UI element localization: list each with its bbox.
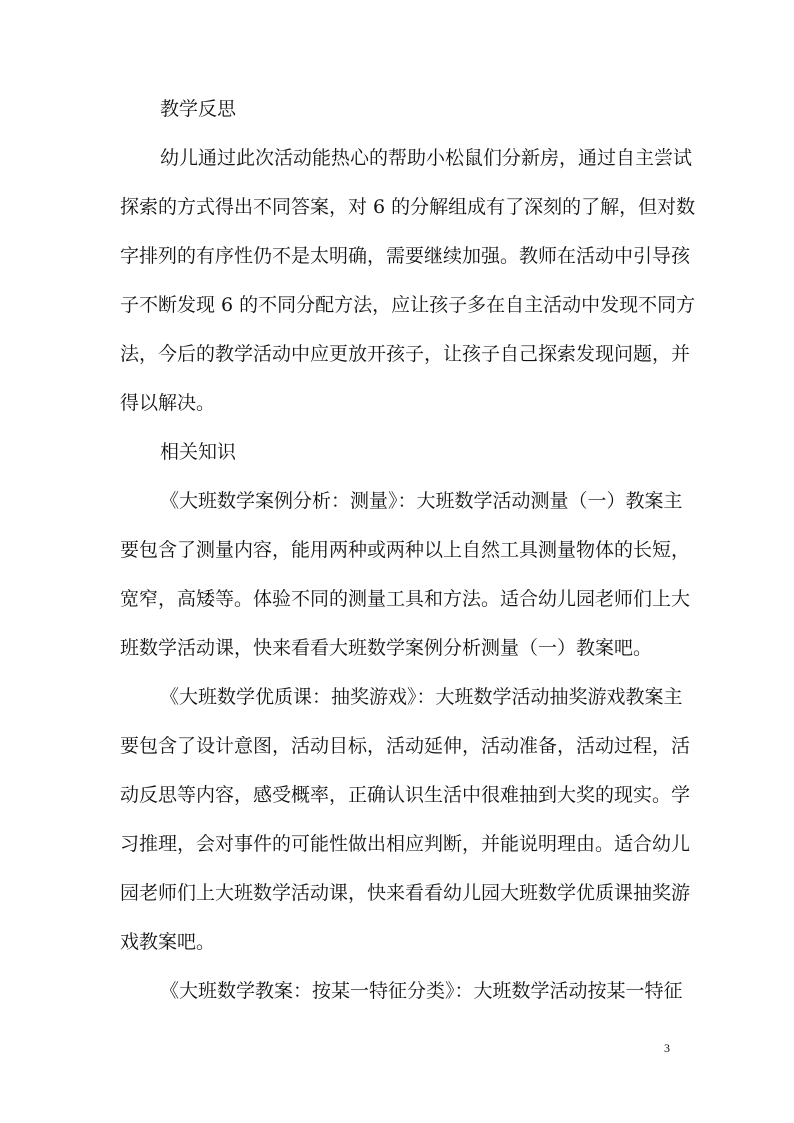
paragraph-line: 要包含了设计意图，活动目标，活动延伸，活动准备，活动过程，活 — [120, 735, 691, 757]
section-heading-related-knowledge: 相关知识 — [160, 441, 237, 463]
paragraph-line: 法，今后的教学活动中应更放开孩子，让孩子自己探索发现问题，并 — [120, 343, 691, 365]
paragraph-line: 字排列的有序性仍不是太明确，需要继续加强。教师在活动中引导孩 — [120, 245, 691, 267]
paragraph-line: 《大班数学教案：按某一特征分类》：大班数学活动按某一特征 — [160, 980, 683, 1002]
paragraph-line: 班数学活动课，快来看看大班数学案例分析测量（一）教案吧。 — [120, 637, 653, 659]
paragraph-line: 园老师们上大班数学活动课，快来看看幼儿园大班数学优质课抽奖游 — [120, 882, 691, 904]
paragraph-line: 得以解决。 — [120, 392, 216, 414]
section-heading-reflection: 教学反思 — [160, 98, 237, 120]
paragraph-line: 幼儿通过此次活动能热心的帮助小松鼠们分新房，通过自主尝试 — [160, 147, 693, 169]
paragraph-line: 《大班数学优质课：抽奖游戏》：大班数学活动抽奖游戏教案主 — [160, 686, 683, 708]
paragraph-line: 子不断发现 6 的不同分配方法，应让孩子多在自主活动中发现不同方 — [120, 294, 696, 316]
page-number: 3 — [664, 1041, 670, 1055]
paragraph-line: 《大班数学案例分析：测量》：大班数学活动测量（一）教案主 — [160, 490, 683, 512]
paragraph-line: 戏教案吧。 — [120, 931, 216, 953]
paragraph-line: 探索的方式得出不同答案，对 6 的分解组成有了深刻的了解，但对数 — [120, 196, 696, 218]
paragraph-line: 习推理，会对事件的可能性做出相应判断，并能说明理由。适合幼儿 — [120, 833, 691, 855]
paragraph-line: 要包含了测量内容，能用两种或两种以上自然工具测量物体的长短， — [120, 539, 691, 561]
paragraph-line: 动反思等内容，感受概率，正确认识生活中很难抽到大奖的现实。学 — [120, 784, 691, 806]
paragraph-line: 宽窄，高矮等。体验不同的测量工具和方法。适合幼儿园老师们上大 — [120, 588, 691, 610]
